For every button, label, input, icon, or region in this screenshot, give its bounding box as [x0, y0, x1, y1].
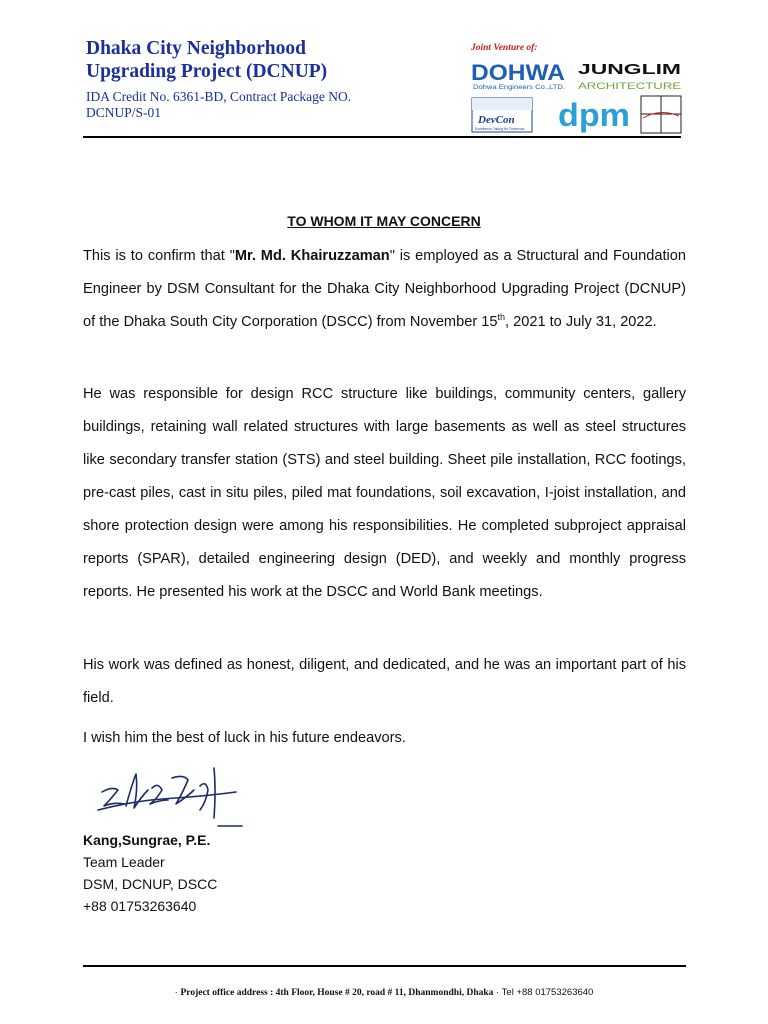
- dpm-logo: dpm: [558, 97, 630, 133]
- junglim-logo-sub: ARCHITECTURE: [578, 81, 681, 91]
- handwritten-signature: [96, 760, 246, 830]
- paragraph-closing: I wish him the best of luck in his future endeavors.: [83, 730, 406, 746]
- credit-info: [86, 89, 351, 121]
- project-title: [86, 37, 327, 83]
- footer-divider: [83, 965, 686, 967]
- paragraph-character: His work was defined as honest, diligent, and dedicated, and he was an important part of his field.: [83, 657, 686, 706]
- junglim-logo: JUNGLIM: [578, 61, 681, 78]
- signatory-phone: +88 01753263640: [83, 898, 197, 914]
- credit-line1: IDA Credit No. 6361-BD, Contract Package NO.: [86, 89, 352, 104]
- header-divider: [83, 136, 681, 138]
- employee-name: Mr. Md. Khairuzzaman: [234, 248, 390, 264]
- signatory-block: [83, 829, 217, 917]
- joint-venture-label: Joint Venture of:: [471, 43, 538, 53]
- footer: [0, 986, 768, 1000]
- paragraph-responsibilities: He was responsible for design RCC structure like buildings, community centers, gallery buildings, retaining wall related structures with large basements as well as steel structures like secondary transfer station (STS) and steel building. Sheet pile installation, RCC footings, pre-cast piles, cast in situ piles, piled mat foundations, soil excavation, I-joist installation, and shore protection design were among his responsibilities. He completed subproject appraisal reports (SPAR), detailed engineering design (DED), and weekly and monthly progress reports. He presented his work at the DSCC and World Bank meetings.: [83, 386, 686, 600]
- joint-venture-logos: [470, 56, 685, 136]
- letter-heading: TO WHOM IT MAY CONCERN: [287, 213, 481, 229]
- devcon-logo: DevCon: [478, 114, 515, 126]
- credit-line2: DCNUP/S-01: [86, 105, 162, 120]
- paragraph-employment: [83, 240, 686, 339]
- p1-text-c: , 2021 to July 31, 2022.: [504, 314, 657, 330]
- signatory-org: DSM, DCNUP, DSCC: [83, 876, 218, 892]
- dohwa-logo-sub: Dohwa Engineers Co.,LTD.: [473, 85, 566, 91]
- project-title-line1: Dhaka City Neighborhood: [86, 38, 306, 59]
- footer-tel: Tel +88 01753263640: [501, 987, 594, 998]
- devcon-logo-sub: Excellence Taking for Tomorrow: [475, 127, 525, 131]
- p1-text-b: " is employed as a Structural and Foundation Engineer by DSM Consultant for the Dhaka City Neighborhood Upgrading Project (DCNUP) of the Dhaka South City Corporation (DSCC) from November 15: [83, 248, 686, 330]
- p1-ordinal: th: [497, 312, 505, 323]
- signatory-role: Team Leader: [83, 854, 165, 870]
- footer-bullet-2: ·: [496, 987, 500, 998]
- dohwa-logo: DOHWA: [471, 60, 566, 85]
- footer-address: Project office address : 4th Floor, House # 20, road # 11, Dhanmondhi, Dhaka: [180, 988, 494, 998]
- signatory-name: Kang,Sungrae, P.E.: [83, 832, 211, 848]
- project-title-line2: Upgrading Project (DCNUP): [86, 61, 328, 82]
- p1-text-a: This is to confirm that ": [83, 248, 235, 264]
- devcon-logo-band: [472, 98, 532, 110]
- footer-bullet: ·: [174, 987, 178, 998]
- architect-grid-mark: [641, 96, 681, 133]
